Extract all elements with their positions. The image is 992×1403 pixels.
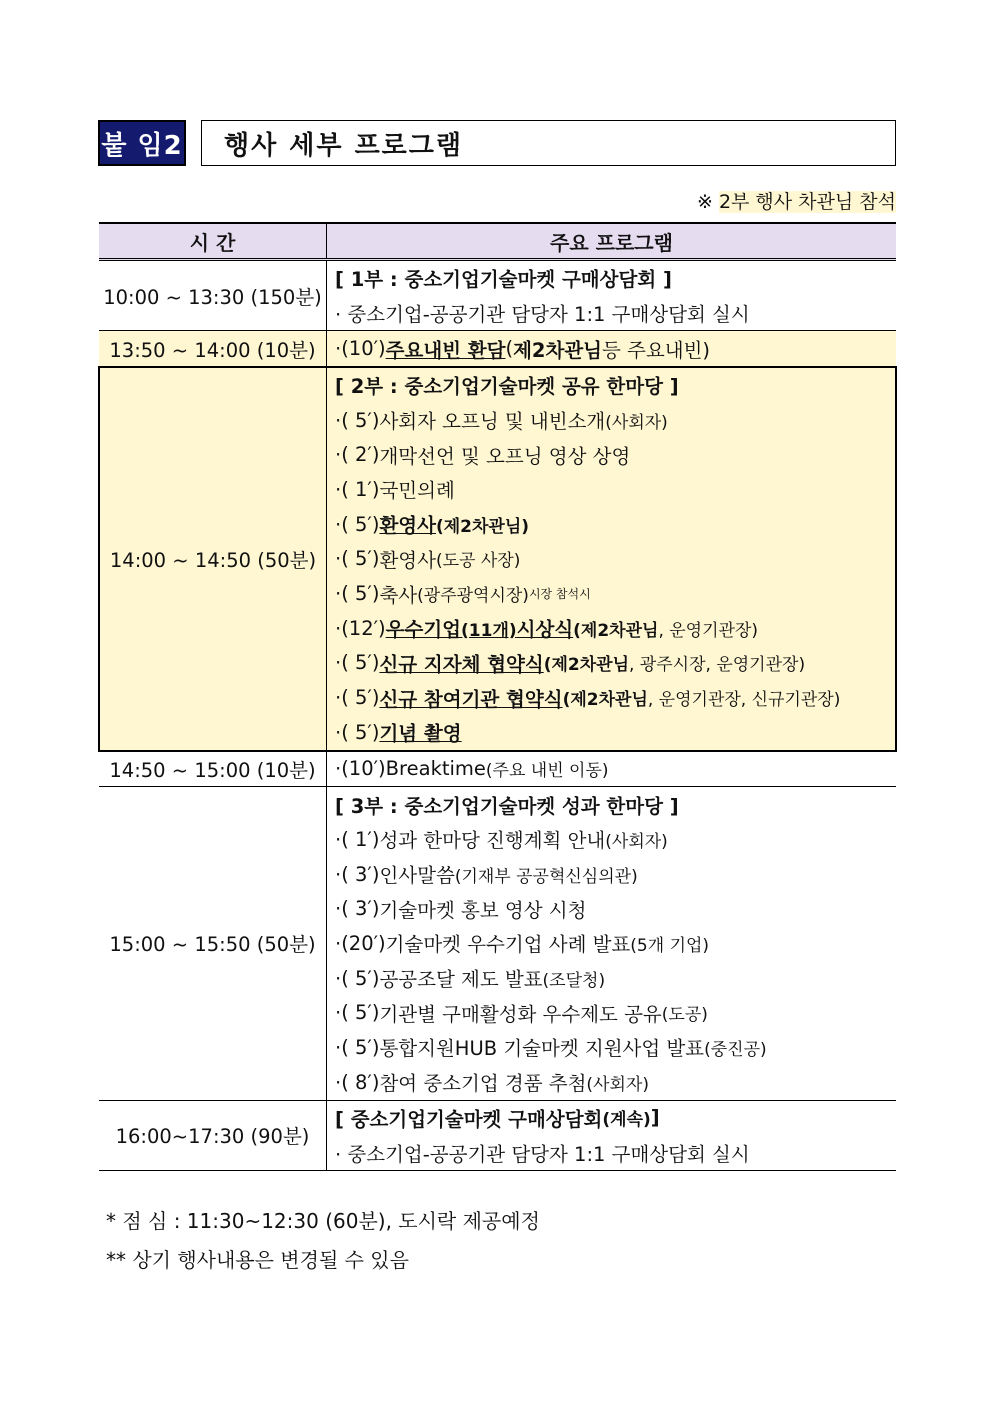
table-header bbox=[99, 223, 896, 260]
item-duration: ·( 5′) bbox=[335, 686, 380, 710]
table-row-continued bbox=[99, 1100, 896, 1170]
note-text: 2부 행사 차관님 참석 bbox=[718, 191, 896, 213]
program-item bbox=[335, 891, 896, 926]
program-item bbox=[335, 437, 895, 472]
time-cell: 14:00 ~ 14:50 (50분) bbox=[99, 367, 327, 751]
item-duration: ·( 5′) bbox=[335, 408, 380, 432]
item-title: 참여 중소기업 경품 추첨 bbox=[379, 1072, 587, 1096]
item-title: 환영사 bbox=[379, 514, 436, 538]
item-title: 성과 한마당 진행계획 안내 bbox=[379, 829, 606, 853]
item-duration: ·( 8′) bbox=[335, 1070, 380, 1094]
header-program: 주요 프로그램 bbox=[327, 223, 897, 260]
program-item bbox=[335, 1030, 896, 1065]
footnote-change: ** 상기 행사내용은 변경될 수 있음 bbox=[106, 1248, 409, 1272]
item-duration: ·( 5′) bbox=[335, 720, 380, 744]
item-duration: ·( 5′) bbox=[335, 1001, 380, 1025]
section-heading: [ 1부 : 중소기업기술마켓 구매상담회 ] bbox=[335, 268, 672, 292]
item-note: (사회자) bbox=[586, 1074, 649, 1095]
note-mark: ※ bbox=[696, 191, 719, 213]
item-duration: ·( 5′) bbox=[335, 651, 380, 675]
item-title: 신규 참여기관 협약식 bbox=[379, 687, 563, 711]
heading-main: [ 중소기업기술마켓 구매상담회 bbox=[335, 1107, 603, 1131]
program-item bbox=[335, 680, 895, 715]
item-title: 기념 촬영 bbox=[379, 722, 462, 746]
item-title: 기술마켓 홍보 영상 시청 bbox=[379, 898, 587, 922]
item-note: (도공 사장) bbox=[435, 551, 521, 572]
program-item bbox=[335, 1065, 896, 1100]
item-note: (도공) bbox=[661, 1005, 708, 1026]
item-note: (광주광역시장) bbox=[417, 586, 529, 607]
item-duration: ·( 3′) bbox=[335, 862, 380, 886]
item-note: (기재부 공공혁신심의관) bbox=[454, 866, 638, 887]
program-item bbox=[335, 403, 895, 438]
item-note: (사회자) bbox=[605, 412, 668, 433]
time-cell: 13:50 ~ 14:00 (10분) bbox=[99, 331, 327, 367]
header-time: 시 간 bbox=[99, 223, 327, 260]
program-cell bbox=[327, 1100, 897, 1170]
item-title: 축사 bbox=[379, 583, 418, 607]
item-note: (사회자) bbox=[605, 831, 668, 852]
program-item bbox=[335, 472, 895, 507]
item-note: (중진공) bbox=[704, 1039, 767, 1060]
item-title: 우수기업 bbox=[385, 618, 462, 642]
item-note: (주요 내빈 이동) bbox=[485, 761, 609, 782]
program-item bbox=[335, 752, 896, 787]
program-cell bbox=[327, 331, 897, 367]
attachment-badge: 붙 임2 bbox=[98, 120, 186, 166]
item-superscript: 시장 참석시 bbox=[528, 587, 591, 602]
item-title: 인사말씀 bbox=[379, 864, 455, 888]
item-duration: ·( 5′) bbox=[335, 512, 380, 536]
program-item bbox=[335, 331, 896, 366]
item-duration: ·(10′) bbox=[335, 337, 386, 361]
program-cell bbox=[327, 751, 897, 787]
item-title: 통합지원HUB 기술마켓 지원사업 발표 bbox=[379, 1037, 705, 1061]
item-note: (제2차관님) bbox=[435, 516, 530, 537]
item-title: Breaktime bbox=[385, 757, 486, 781]
item-duration: ·( 5′) bbox=[335, 966, 380, 990]
footnote-lunch: * 점 심 : 11:30~12:30 (60분), 도시락 제공예정 bbox=[106, 1209, 540, 1233]
item-title: 사회자 오프닝 및 내빈소개 bbox=[379, 410, 606, 434]
table-row-part2 bbox=[99, 367, 896, 751]
time-cell: 16:00~17:30 (90분) bbox=[99, 1100, 327, 1170]
item-title: 공공조달 제도 발표 bbox=[379, 968, 543, 992]
time-cell: 15:00 ~ 15:50 (50분) bbox=[99, 787, 327, 1100]
item-title: 국민의례 bbox=[379, 479, 455, 503]
program-item bbox=[335, 961, 896, 996]
attendance-note bbox=[697, 187, 896, 214]
item-duration: ·( 5′) bbox=[335, 582, 380, 606]
item-vip: (제2차관님 bbox=[573, 620, 659, 641]
table-row-break bbox=[99, 751, 896, 787]
item-note: (5개 기업) bbox=[630, 935, 710, 956]
item-note: , 운영기관장, 신규기관장) bbox=[647, 690, 841, 711]
item-vip: (제2차관님 bbox=[562, 690, 648, 711]
program-table bbox=[98, 222, 897, 1171]
item-duration: ·( 3′) bbox=[335, 897, 380, 921]
item-title: 개막선언 및 오프닝 영상 상영 bbox=[379, 444, 631, 468]
program-cell bbox=[327, 260, 897, 331]
program-item: · 중소기업-공공기관 담당자 1:1 구매상담회 실시 bbox=[335, 1142, 750, 1166]
program-item bbox=[335, 576, 895, 611]
heading-close: ] bbox=[650, 1106, 660, 1130]
heading-continued: (계속) bbox=[602, 1110, 651, 1131]
item-note: , 광주시장, 운영기관장) bbox=[629, 655, 806, 676]
program-item bbox=[335, 926, 896, 961]
item-title: 기술마켓 우수기업 사례 발표 bbox=[385, 933, 631, 957]
section-heading: [ 2부 : 중소기업기술마켓 공유 한마당 ] bbox=[335, 375, 679, 399]
item-open: ( bbox=[505, 337, 514, 361]
table-row-part3 bbox=[99, 787, 896, 1100]
program-item bbox=[335, 995, 896, 1030]
program-item: · 중소기업-공공기관 담당자 1:1 구매상담회 실시 bbox=[335, 303, 750, 327]
program-item bbox=[335, 857, 896, 892]
item-title-count: (11개) bbox=[461, 620, 517, 641]
item-note: , 운영기관장) bbox=[658, 620, 759, 641]
program-item bbox=[335, 646, 895, 681]
page-title: 행사 세부 프로그램 bbox=[201, 120, 896, 166]
item-vip: (제2차관님 bbox=[543, 655, 630, 676]
program-item bbox=[335, 611, 895, 646]
item-rest: 등 주요내빈) bbox=[602, 338, 710, 362]
section-heading: [ 3부 : 중소기업기술마켓 성과 한마당 ] bbox=[335, 794, 679, 818]
table-row-vip-meeting bbox=[99, 331, 896, 367]
section-heading bbox=[335, 1101, 896, 1136]
item-duration: ·( 1′) bbox=[335, 827, 380, 851]
item-title: 기관별 구매활성화 우수제도 공유 bbox=[379, 1002, 662, 1026]
table-row-part1 bbox=[99, 260, 896, 331]
item-duration: ·( 5′) bbox=[335, 547, 380, 571]
time-cell: 14:50 ~ 15:00 (10분) bbox=[99, 751, 327, 787]
time-cell: 10:00 ~ 13:30 (150분) bbox=[99, 260, 327, 331]
item-title: 신규 지자체 협약식 bbox=[379, 652, 544, 676]
item-note: (조달청) bbox=[542, 970, 606, 991]
item-title: 주요내빈 환담 bbox=[385, 338, 506, 362]
item-duration: ·(12′) bbox=[335, 616, 386, 640]
item-duration: ·( 5′) bbox=[335, 1035, 380, 1059]
program-cell bbox=[327, 787, 897, 1100]
program-item bbox=[335, 822, 896, 857]
item-duration: ·( 1′) bbox=[335, 477, 380, 501]
program-item bbox=[335, 542, 895, 577]
program-cell bbox=[327, 367, 897, 751]
program-item bbox=[335, 507, 895, 542]
program-item bbox=[335, 715, 895, 750]
item-title-suffix: 시상식 bbox=[516, 618, 574, 642]
item-duration: ·( 2′) bbox=[335, 443, 380, 467]
item-vip: 제2차관님 bbox=[513, 338, 602, 362]
item-title: 환영사 bbox=[379, 548, 436, 572]
item-duration: ·(10′) bbox=[335, 757, 386, 781]
item-duration: ·(20′) bbox=[335, 931, 386, 955]
